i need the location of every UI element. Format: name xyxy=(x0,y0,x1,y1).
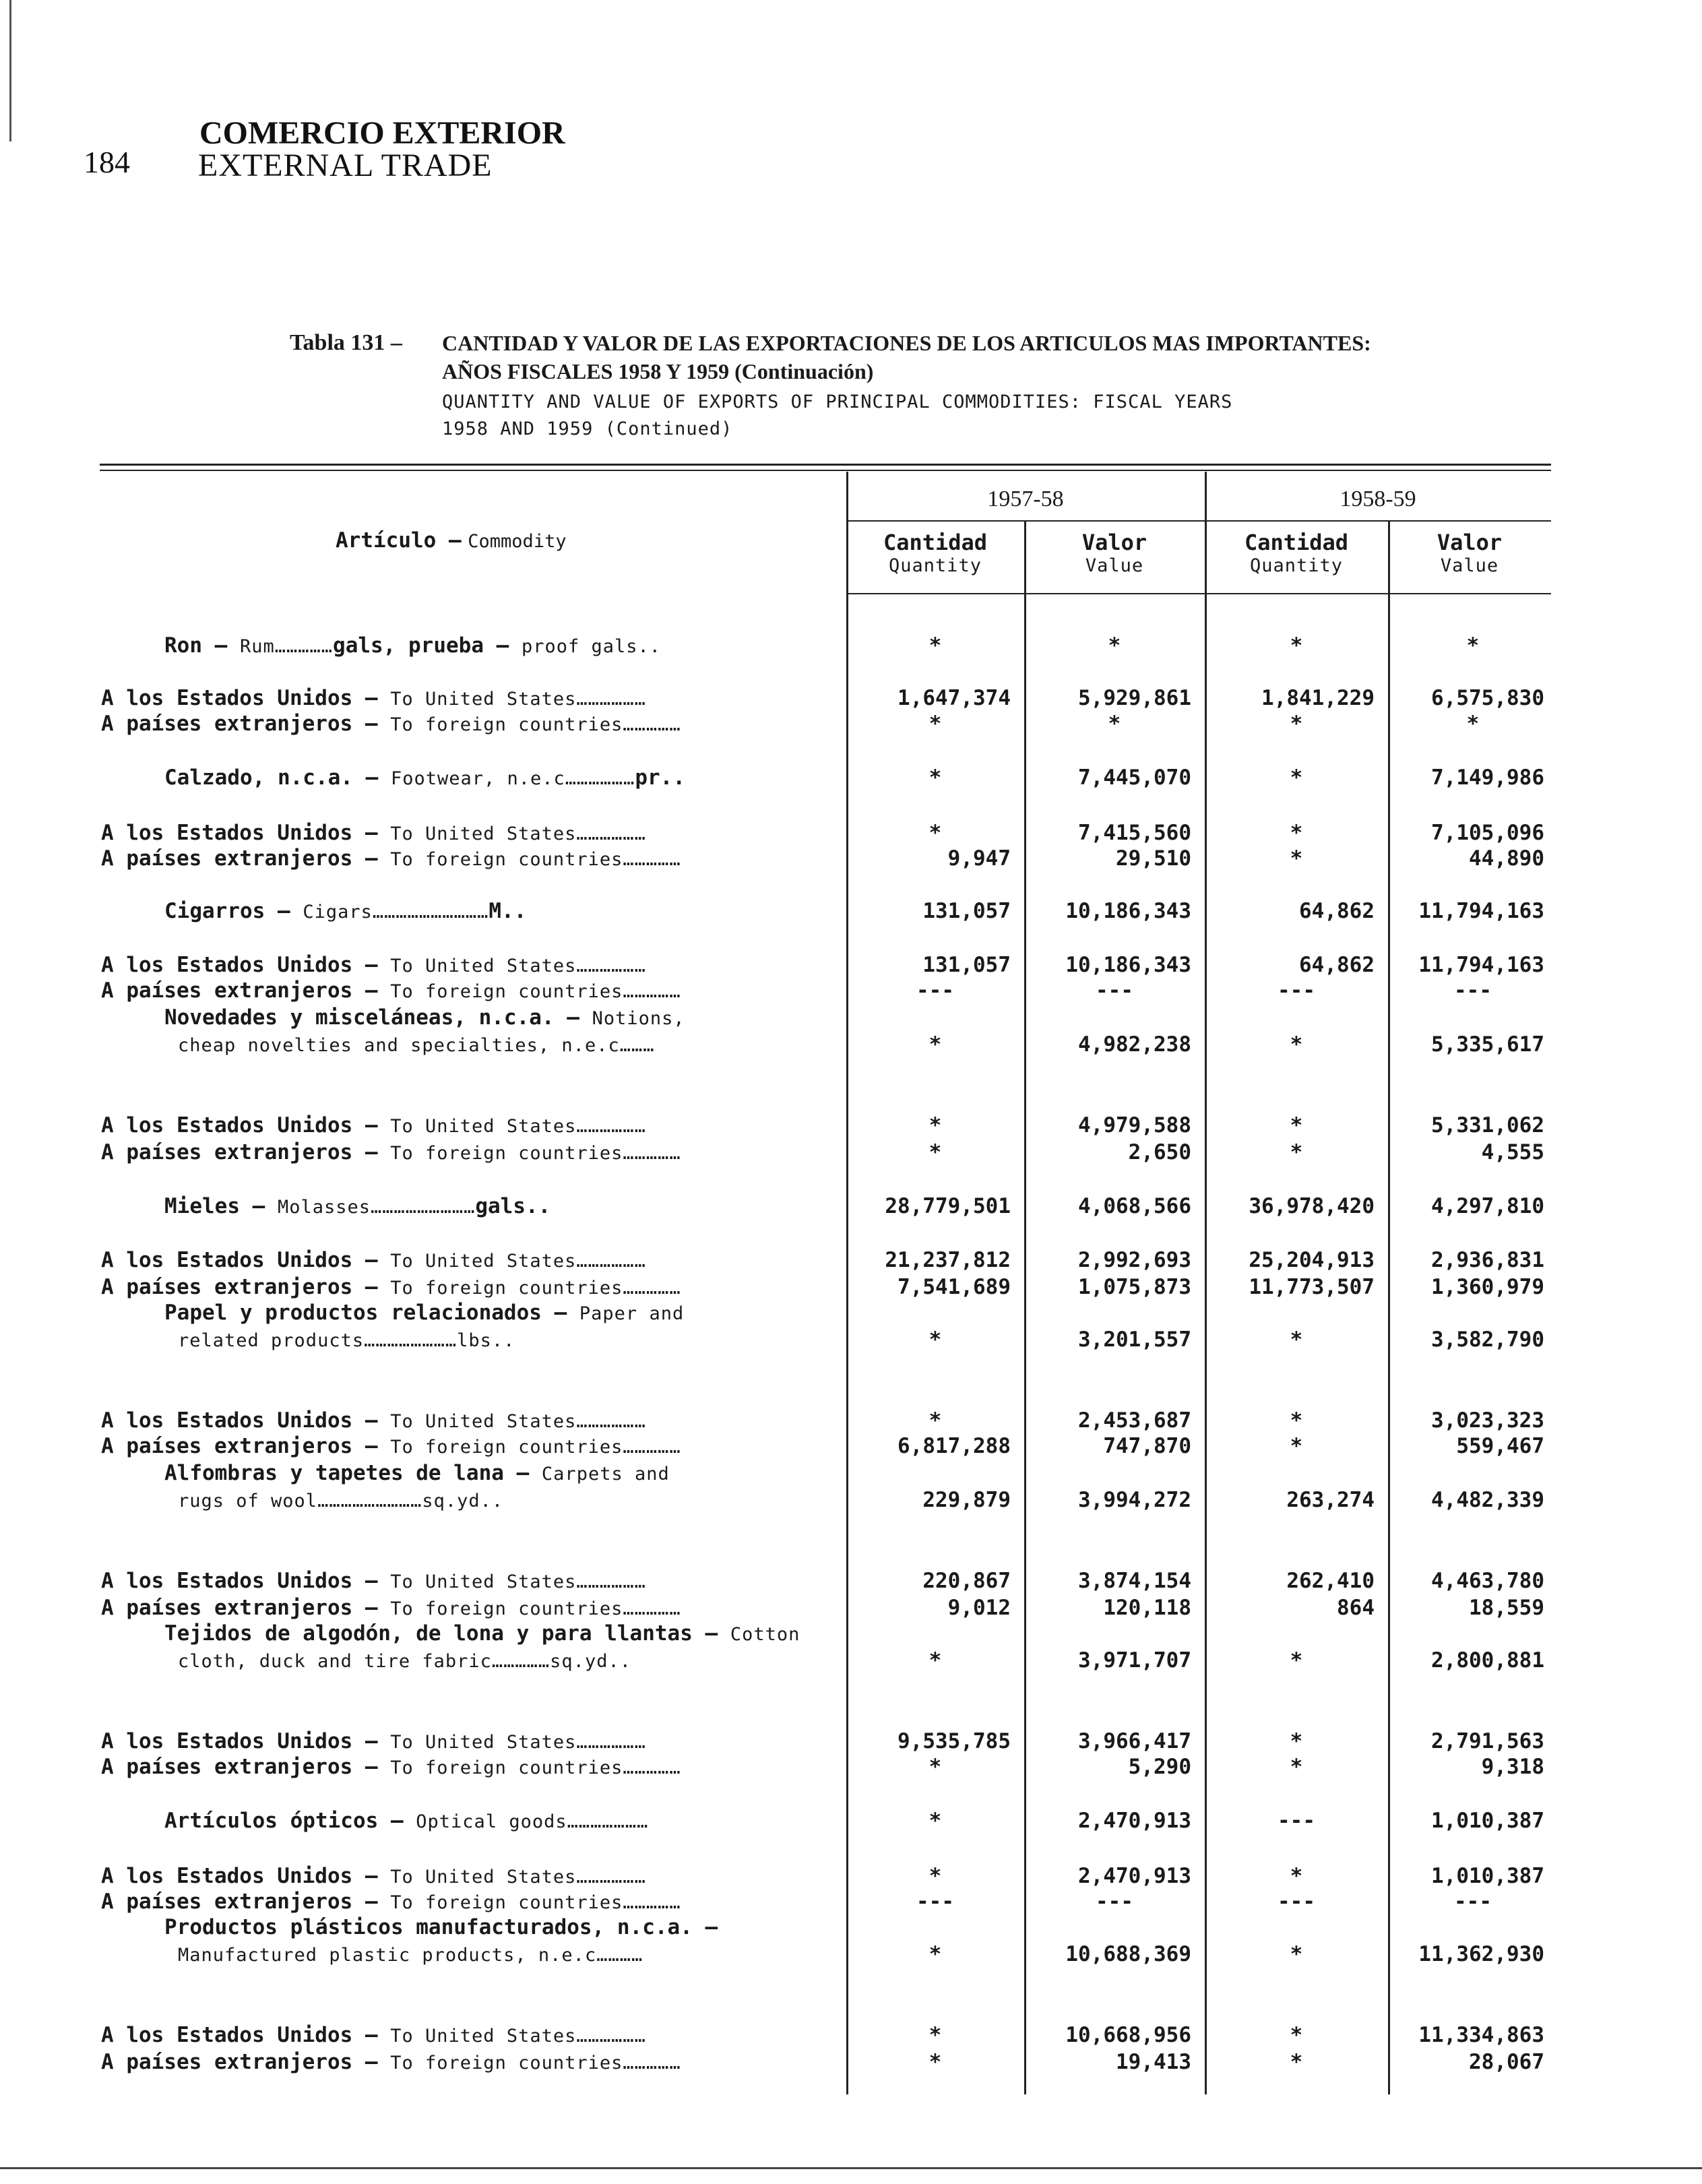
row-label-en: To United States……………… xyxy=(390,689,646,710)
cell-q1: * xyxy=(928,1809,942,1833)
cell-q2: 11,773,507 xyxy=(1249,1275,1375,1299)
row-label-es: Artículos ópticos – xyxy=(164,1809,416,1833)
cell-v2: 11,362,930 xyxy=(1418,1942,1544,1966)
cell-v1: 2,470,913 xyxy=(1078,1809,1191,1833)
table-title-en-line2: 1958 AND 1959 (Continued) xyxy=(442,418,733,439)
cell-q1: * xyxy=(928,1140,942,1164)
cell-v2: 11,794,163 xyxy=(1418,953,1544,977)
row-label xyxy=(101,2050,681,2074)
row-label-es: A los Estados Unidos – xyxy=(101,1729,391,1753)
cell-v1: 3,201,557 xyxy=(1078,1328,1191,1352)
row-label-es: Mieles – xyxy=(164,1194,278,1218)
cell-v2: 559,467 xyxy=(1456,1434,1544,1458)
cell-q2: * xyxy=(1290,1434,1303,1458)
cell-q2: 36,978,420 xyxy=(1249,1194,1375,1218)
row-label-es: A países extranjeros – xyxy=(101,1140,391,1164)
cell-v1: 120,118 xyxy=(1103,1596,1191,1620)
table-top-rule xyxy=(100,464,1551,466)
table-top-rule-2 xyxy=(100,470,1551,471)
cell-q1: 21,237,812 xyxy=(885,1248,1011,1272)
cell-v1: * xyxy=(1108,712,1121,736)
cell-q1: 1,647,374 xyxy=(897,686,1011,710)
row-label-en: Molasses……………………… xyxy=(277,1197,476,1218)
row-label-en: To United States……………… xyxy=(390,1251,646,1272)
header-bottom-rule xyxy=(846,593,1551,594)
cell-v1: 19,413 xyxy=(1116,2050,1191,2074)
cell-v2: 44,890 xyxy=(1469,846,1544,871)
row-label-es: A los Estados Unidos – xyxy=(101,686,391,710)
cell-v1: 10,186,343 xyxy=(1065,899,1191,923)
cell-q2: --- xyxy=(1278,1890,1315,1914)
row-label-es: Calzado, n.c.a. – xyxy=(164,766,391,790)
cell-q2: 64,862 xyxy=(1299,899,1375,923)
cell-v2: 2,800,881 xyxy=(1431,1648,1544,1673)
cell-q2: * xyxy=(1290,1755,1303,1779)
cell-q2: * xyxy=(1290,846,1303,871)
row-label-es: A países extranjeros – xyxy=(101,2050,391,2074)
row-label-en: To foreign countries…………… xyxy=(390,1892,681,1913)
table-label: Tabla 131 – xyxy=(290,330,402,355)
cell-q2: * xyxy=(1290,1328,1303,1352)
cell-q2: * xyxy=(1290,712,1303,736)
page-bottom-rule xyxy=(0,2167,1702,2169)
row-label-en: Carpets and xyxy=(541,1464,670,1485)
row-label-en: To foreign countries…………… xyxy=(390,1437,681,1458)
cell-q1: * xyxy=(928,766,942,790)
row-label xyxy=(101,1755,681,1779)
row-label xyxy=(101,1569,646,1593)
cell-q2: 1,841,229 xyxy=(1261,686,1375,710)
row-label xyxy=(101,953,646,977)
cell-v2: 3,582,790 xyxy=(1431,1328,1544,1352)
table-title-es-line2: AÑOS FISCALES 1958 Y 1959 (Continuación) xyxy=(442,359,874,383)
table-title-en-line1: QUANTITY AND VALUE OF EXPORTS OF PRINCIPAL COMMODITIES: FISCAL YEARS xyxy=(442,392,1233,412)
cell-q1: 7,541,689 xyxy=(897,1275,1011,1299)
cell-q2: * xyxy=(1290,1140,1303,1164)
cell-q2: * xyxy=(1290,1864,1303,1888)
row-label-en: Optical goods………………… xyxy=(416,1811,649,1832)
row-label-es: Tejidos de algodón, de lona y para llantas – xyxy=(164,1621,730,1646)
row-label-es: A los Estados Unidos – xyxy=(101,1408,391,1433)
row-label xyxy=(101,1864,646,1888)
year-2-header: 1958-59 xyxy=(1339,487,1416,511)
cell-q2: * xyxy=(1290,2050,1303,2074)
cell-v1: 10,688,369 xyxy=(1065,1942,1191,1966)
cell-q1: 131,057 xyxy=(922,953,1011,977)
table-title-es-line1: CANTIDAD Y VALOR DE LAS EXPORTACIONES DE LOS ARTICULOS MAS IMPORTANTES: xyxy=(442,331,1371,355)
row-label-en: To foreign countries…………… xyxy=(390,1757,681,1778)
row-label xyxy=(164,1301,684,1325)
row-label-es: Productos plásticos manufacturados, n.c.a. – xyxy=(164,1915,718,1939)
row-label xyxy=(164,1461,670,1485)
row-label-en: To United States……………… xyxy=(390,1116,646,1137)
row-label-es: A países extranjeros – xyxy=(101,1890,391,1914)
row-label xyxy=(164,1005,685,1030)
row-unit: M.. xyxy=(488,899,527,923)
cell-q1: * xyxy=(928,1942,942,1966)
row-label-en: To foreign countries…………… xyxy=(390,2053,681,2073)
cell-v1: 4,979,588 xyxy=(1078,1113,1191,1137)
value-header-2: Valor Value xyxy=(1437,530,1503,576)
row-unit: pr.. xyxy=(635,766,685,790)
row-label xyxy=(101,978,681,1003)
cell-v2: * xyxy=(1466,712,1480,736)
row-label-en: Rum…………… xyxy=(239,636,334,657)
cell-q1: 220,867 xyxy=(922,1569,1011,1593)
cell-v2: 18,559 xyxy=(1469,1596,1544,1620)
cell-q2: * xyxy=(1290,633,1303,658)
row-label xyxy=(164,633,661,658)
row-label xyxy=(101,821,646,845)
cell-q1: * xyxy=(928,2050,942,2074)
cell-v2: 1,360,979 xyxy=(1431,1275,1544,1299)
cell-v1: 5,290 xyxy=(1128,1755,1191,1779)
cell-q1: * xyxy=(928,1408,942,1433)
quantity-header-1: Cantidad Quantity xyxy=(883,530,988,576)
row-label-en: Cigars………………………… xyxy=(303,902,489,923)
cell-q2: 64,862 xyxy=(1299,953,1375,977)
cell-q2: * xyxy=(1290,1942,1303,1966)
cell-q2: 263,274 xyxy=(1286,1488,1375,1512)
commodity-header-en: Commodity xyxy=(468,531,567,552)
row-unit: gals.. xyxy=(475,1194,551,1218)
cell-v1: --- xyxy=(1096,1890,1133,1914)
cell-v2: 5,335,617 xyxy=(1431,1032,1544,1057)
cell-q1: * xyxy=(928,633,942,658)
row-label-en: To United States……………… xyxy=(390,823,646,844)
row-label-en: Footwear, n.e.c……………… xyxy=(390,768,635,789)
row-label-en: To United States……………… xyxy=(390,1732,646,1753)
row-label-en: To foreign countries…………… xyxy=(390,714,681,735)
cell-v1: 3,874,154 xyxy=(1078,1569,1191,1593)
cell-v1: 3,994,272 xyxy=(1078,1488,1191,1512)
row-label xyxy=(164,1915,718,1939)
row-label-en: To foreign countries…………… xyxy=(390,1278,681,1299)
row-label-es: A los Estados Unidos – xyxy=(101,1864,391,1888)
cell-q2: --- xyxy=(1278,1809,1315,1833)
cell-q1: * xyxy=(928,821,942,845)
cell-v2: 2,936,831 xyxy=(1431,1248,1544,1272)
cell-v2: 1,010,387 xyxy=(1431,1809,1544,1833)
row-label xyxy=(101,1275,681,1299)
cell-q2: 864 xyxy=(1337,1596,1375,1620)
cell-v2: 4,297,810 xyxy=(1431,1194,1544,1218)
row-label-en: To United States……………… xyxy=(390,1411,646,1432)
cell-v2: --- xyxy=(1454,1890,1492,1914)
row-label-es: A los Estados Unidos – xyxy=(101,821,391,845)
cell-v1: --- xyxy=(1096,978,1133,1003)
column-divider xyxy=(1024,522,1026,2094)
cell-v2: 5,331,062 xyxy=(1431,1113,1544,1137)
cell-q2: * xyxy=(1290,1729,1303,1753)
cell-q2: 262,410 xyxy=(1286,1569,1375,1593)
cell-q1: 6,817,288 xyxy=(897,1434,1011,1458)
cell-q1: 9,535,785 xyxy=(897,1729,1011,1753)
cell-v1: 10,186,343 xyxy=(1065,953,1191,977)
row-label-en: To foreign countries…………… xyxy=(390,849,681,870)
cell-v2: 28,067 xyxy=(1469,2050,1544,2074)
column-divider xyxy=(1388,522,1390,2094)
row-label xyxy=(164,899,526,923)
row-label-es: A los Estados Unidos – xyxy=(101,953,391,977)
row-label-en: To United States……………… xyxy=(390,956,646,976)
running-title-en: EXTERNAL TRADE xyxy=(198,148,493,183)
row-label xyxy=(101,1113,646,1137)
row-unit: gals, prueba – xyxy=(333,633,522,658)
cell-q2: * xyxy=(1290,1648,1303,1673)
cell-v1: 4,982,238 xyxy=(1078,1032,1191,1057)
row-label-es: Novedades y misceláneas, n.c.a. – xyxy=(164,1005,592,1030)
row-label xyxy=(164,1194,550,1218)
cell-v2: 11,334,863 xyxy=(1418,2023,1544,2047)
cell-v1: * xyxy=(1108,633,1121,658)
cell-v1: 3,966,417 xyxy=(1078,1729,1191,1753)
row-unit-en: proof gals.. xyxy=(522,636,662,657)
cell-q1: --- xyxy=(916,1890,954,1914)
cell-v2: 2,791,563 xyxy=(1431,1729,1544,1753)
cell-v2: --- xyxy=(1454,978,1492,1003)
running-title-es: COMERCIO EXTERIOR xyxy=(199,115,565,151)
cell-v2: 6,575,830 xyxy=(1431,686,1544,710)
cell-q2: 25,204,913 xyxy=(1249,1248,1375,1272)
cell-q1: 9,012 xyxy=(947,1596,1011,1620)
row-label-en: Paper and xyxy=(579,1303,685,1324)
cell-v2: * xyxy=(1466,633,1480,658)
cell-q2: * xyxy=(1290,2023,1303,2047)
cell-v1: 29,510 xyxy=(1116,846,1191,871)
row-label-es: A los Estados Unidos – xyxy=(101,1569,391,1593)
cell-v1: 5,929,861 xyxy=(1078,686,1191,710)
row-label-en: Notions, xyxy=(592,1008,685,1029)
cell-v1: 2,650 xyxy=(1128,1140,1191,1164)
row-label-es: Ron – xyxy=(164,633,240,658)
cell-v1: 7,445,070 xyxy=(1078,766,1191,790)
row-label-en: Cotton xyxy=(730,1624,800,1645)
row-label-line2: Manufactured plastic products, n.e.c………… xyxy=(178,1945,643,1966)
row-label xyxy=(164,1809,648,1833)
row-label-es: A los Estados Unidos – xyxy=(101,2023,391,2047)
cell-v2: 4,482,339 xyxy=(1431,1488,1544,1512)
value-header-1: Valor Value xyxy=(1081,530,1147,576)
row-label-es: A países extranjeros – xyxy=(101,1596,391,1620)
cell-q2: * xyxy=(1290,766,1303,790)
row-label-es: Cigarros – xyxy=(164,899,303,923)
row-label xyxy=(101,846,681,871)
cell-q1: 9,947 xyxy=(947,846,1011,871)
page-number: 184 xyxy=(84,145,130,179)
row-label xyxy=(101,1890,681,1914)
cell-v2: 4,555 xyxy=(1481,1140,1544,1164)
row-label-es: A países extranjeros – xyxy=(101,1434,391,1458)
year-underline xyxy=(846,520,1551,522)
cell-v1: 2,453,687 xyxy=(1078,1408,1191,1433)
cell-v1: 2,992,693 xyxy=(1078,1248,1191,1272)
cell-v1: 10,668,956 xyxy=(1065,2023,1191,2047)
row-label xyxy=(101,1140,681,1164)
row-label xyxy=(164,766,685,790)
row-label-en: To foreign countries…………… xyxy=(390,1143,681,1164)
commodity-header-es: Artículo – xyxy=(336,528,462,553)
row-label xyxy=(101,1729,646,1753)
row-label xyxy=(101,686,646,710)
row-label-es: A países extranjeros – xyxy=(101,978,391,1003)
row-label-en: To United States……………… xyxy=(390,2026,646,2047)
row-label xyxy=(101,712,681,736)
cell-v2: 1,010,387 xyxy=(1431,1864,1544,1888)
row-label-es: A países extranjeros – xyxy=(101,1755,391,1779)
cell-q1: * xyxy=(928,1864,942,1888)
row-label-es: A países extranjeros – xyxy=(101,712,391,736)
row-label-es: Alfombras y tapetes de lana – xyxy=(164,1461,542,1485)
row-label-line2: cloth, duck and tire fabric……………sq.yd.. xyxy=(178,1651,631,1672)
cell-v1: 747,870 xyxy=(1103,1434,1191,1458)
cell-q1: --- xyxy=(916,978,954,1003)
cell-q1: * xyxy=(928,1113,942,1137)
cell-v2: 9,318 xyxy=(1481,1755,1544,1779)
cell-q2: * xyxy=(1290,821,1303,845)
row-label-line2: cheap novelties and specialties, n.e.c……… xyxy=(178,1035,655,1056)
row-label-line2: rugs of wool………………………sq.yd.. xyxy=(178,1491,504,1511)
row-label xyxy=(101,1434,681,1458)
row-label-en: To foreign countries…………… xyxy=(390,1598,681,1619)
row-label xyxy=(101,2023,646,2047)
cell-v2: 7,105,096 xyxy=(1431,821,1544,845)
cell-v2: 4,463,780 xyxy=(1431,1569,1544,1593)
year-1-header: 1957-58 xyxy=(987,487,1064,511)
row-label-es: A los Estados Unidos – xyxy=(101,1113,391,1137)
cell-v1: 1,075,873 xyxy=(1078,1275,1191,1299)
row-label xyxy=(101,1248,646,1272)
row-label-en: To foreign countries…………… xyxy=(390,981,681,1002)
cell-v1: 2,470,913 xyxy=(1078,1864,1191,1888)
row-label xyxy=(101,1408,646,1433)
cell-q2: * xyxy=(1290,1032,1303,1057)
cell-q2: * xyxy=(1290,1408,1303,1433)
cell-q1: * xyxy=(928,2023,942,2047)
commodity-header xyxy=(336,528,567,553)
cell-q1: * xyxy=(928,1328,942,1352)
row-label-line2: related products……………………lbs.. xyxy=(178,1330,515,1351)
cell-v2: 11,794,163 xyxy=(1418,899,1544,923)
cell-q1: * xyxy=(928,712,942,736)
cell-v2: 7,149,986 xyxy=(1431,766,1544,790)
cell-v1: 3,971,707 xyxy=(1078,1648,1191,1673)
cell-q1: * xyxy=(928,1755,942,1779)
cell-v1: 7,415,560 xyxy=(1078,821,1191,845)
cell-v2: 3,023,323 xyxy=(1431,1408,1544,1433)
cell-q1: * xyxy=(928,1648,942,1673)
row-label-es: A países extranjeros – xyxy=(101,1275,391,1299)
cell-q1: 131,057 xyxy=(922,899,1011,923)
quantity-header-2: Cantidad Quantity xyxy=(1244,530,1349,576)
row-label-es: A países extranjeros – xyxy=(101,846,391,871)
cell-q1: 28,779,501 xyxy=(885,1194,1011,1218)
cell-v1: 4,068,566 xyxy=(1078,1194,1191,1218)
row-label xyxy=(101,1596,681,1620)
row-label xyxy=(164,1621,800,1646)
row-label-es: Papel y productos relacionados – xyxy=(164,1301,579,1325)
row-label-en: To United States……………… xyxy=(390,1867,646,1887)
cell-q1: 229,879 xyxy=(922,1488,1011,1512)
cell-q2: --- xyxy=(1278,978,1315,1003)
page-edge-rule xyxy=(9,0,11,142)
cell-q2: * xyxy=(1290,1113,1303,1137)
cell-q1: * xyxy=(928,1032,942,1057)
row-label-en: To United States……………… xyxy=(390,1571,646,1592)
row-label-es: A los Estados Unidos – xyxy=(101,1248,391,1272)
